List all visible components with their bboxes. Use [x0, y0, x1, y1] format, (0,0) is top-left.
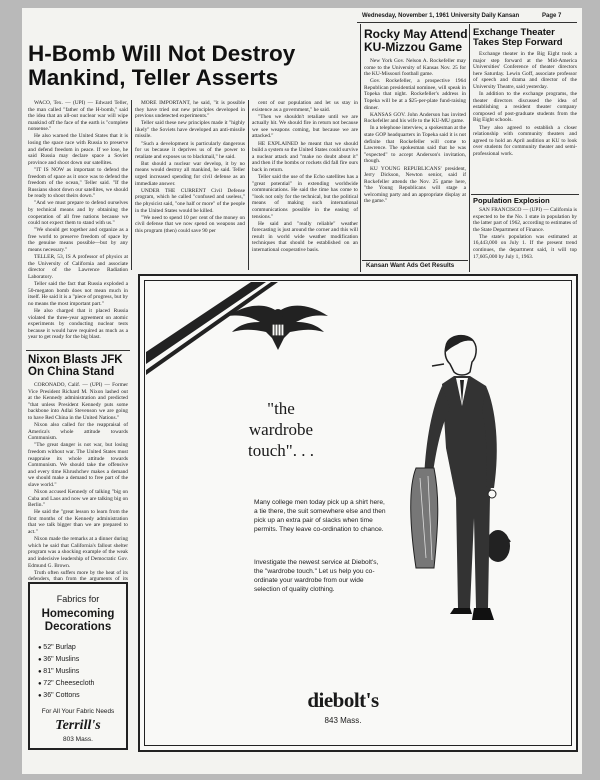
column-rule	[248, 100, 249, 270]
paragraph: Truth often suffers more by the heat of its defenders, than from the arguments of its	[28, 569, 128, 583]
bullet-icon: ●	[38, 681, 44, 687]
rocky-rule	[362, 260, 468, 261]
terrills-store-name: Terrill's	[55, 718, 101, 733]
column-rule	[469, 24, 470, 272]
rocky-body	[364, 58, 466, 258]
terrills-item	[38, 642, 126, 654]
paragraph: TELLER, 53, IS A professor of physics at the University of California and associate director of the Lawrence Radiation Laboratory.	[28, 254, 128, 280]
newspaper-page	[22, 8, 582, 774]
paragraph: He also charged that it placed Russia violated the three-year agreement on atomic experiments by conducting nuclear tests because it would have required as much as a year to get ready for the big blast.	[28, 307, 128, 341]
exchange-headline-line2: Takes Step Forward	[473, 36, 563, 48]
man-in-suit-illustration-icon	[386, 328, 526, 628]
terrills-title	[30, 608, 126, 634]
paragraph: The state's population was estimated at 16,443,000 on July 1. If the present trend continues, the department said, it will top 17,605,000 by July 1, 1963.	[473, 233, 577, 260]
terrills-item-width: 52"	[43, 644, 54, 651]
population-body	[473, 207, 577, 269]
paragraph: SAN FRANCISCO — (UPI) — California is expected to be the No. 1 state in population by the latter part of 1962, according to estimates of the State Department of Finance.	[473, 207, 577, 233]
diebolts-headline-line1: "the	[267, 399, 295, 418]
terrills-intro: Fabrics for	[56, 594, 100, 604]
diebolts-body-1: Many college men today pick up a shirt here, a tie there, the suit somewhere else and then pick up an extra pair of slacks when time permits. They leave co-ordination to chance.	[254, 499, 386, 533]
nixon-body	[28, 382, 128, 583]
paragraph: KANSAS GOV. John Anderson has invited Rockefeller and his wife to the KU-MU game.	[364, 111, 466, 125]
paragraph: Teller said the use of the Echo satellites has a "great potential" in extending worldwide communications. He said the time has come to "look not only for the technical, but the political means of making such international communications possible in the easing of tensions."	[252, 174, 358, 220]
terrills-title-line1: Homecoming	[41, 608, 115, 620]
paragraph: KU YOUNG REPUBLICANS' president, Jerry Dickson, Newton senior, said if Rockefeller attends the Nov. 25 game here, "the Young Republicans will stage a welcoming party and an appropriate display at the game."	[364, 165, 466, 205]
paragraph: They also agreed to establish a closer relationship with community theaters and agreed to hold an April audition at KU to look over students for community theater and semi-professional work.	[473, 124, 577, 157]
want-ads-footer: Kansan Want Ads Get Results	[366, 262, 455, 269]
diebolts-ad	[138, 274, 578, 752]
paragraph: HE EXPLAINED he meant that we should build a system so the United States could survive a nuclear attack and "make no doubt about it" and then if the bombs or rockets did fall fire ours back in return.	[252, 140, 359, 173]
paragraph: Nixon accused Kennedy of talking "big on Cuba and Laos and now we are talking big on Berlin."	[28, 489, 128, 509]
column-rule	[360, 24, 361, 272]
exchange-headline-line1: Exchange Theater	[473, 27, 555, 38]
paragraph: "IT IS NOW as important to defend the freedom of space as it once was to defend the freedom of the ocean," Teller said. "If the Russians shoot down our satellites, we should be ready to shoot theirs down."	[28, 166, 128, 200]
terrills-item	[38, 678, 126, 690]
terrills-item-fabric: Muslins	[55, 668, 80, 675]
paragraph: "The great danger is not war, but losing freedom without war. The United States must reappraise its whole attitude towards Communism. We should take the offensive and every time Khrushchev makes a demand we should make a demand to free part of the slave world."	[28, 442, 128, 488]
terrills-item-width: 72"	[43, 680, 54, 687]
nixon-headline	[28, 354, 132, 378]
bullet-icon: ●	[38, 669, 44, 675]
eagle-emblem-icon	[226, 298, 330, 352]
bullet-icon: ●	[38, 693, 44, 699]
exchange-body	[473, 51, 577, 191]
diebolts-headline	[206, 398, 356, 461]
population-headline: Population Explosion	[473, 196, 550, 205]
diebolts-headline-line2: wardrobe	[248, 420, 314, 439]
diebolts-logo: diebolt's	[307, 688, 379, 712]
terrills-ad	[28, 582, 128, 750]
lead-col-2	[135, 100, 245, 270]
nixon-headline-line2: On China Stand	[28, 366, 115, 379]
paragraph: He said the "great lesson to learn from the first months of the Kennedy administration that we talk bigger than we are prepared to act."	[28, 509, 128, 536]
nixon-headline-line1: Nixon Blasts JFK	[28, 354, 123, 366]
rocky-headline-line1: Rocky May Attend	[364, 27, 468, 41]
diebolts-address: 843 Mass.	[324, 716, 362, 725]
rocky-headline-line2: KU-Mizzou Game	[364, 39, 463, 54]
terrills-item-fabric: Muslins	[55, 656, 80, 663]
paragraph: "We should get together and organize as a free world to preserve freedom of space by the genuine means possible—but by any means necessary."	[28, 227, 128, 254]
lead-headline-line2: Mankind, Teller Asserts	[28, 64, 279, 90]
terrills-item-fabric: Cheesecloth	[55, 680, 95, 687]
paragraph: In addition to the exchange programs, the theater directors discussed the idea of establishing a resident theater company composed of post-graduate students from the Big Eight schools.	[473, 91, 577, 124]
paragraph: Teller said the fact that Russia exploded a 50-megaton bomb does not mean much in itself. He said it is a "piece of progress, but by no means the most important part."	[28, 281, 128, 307]
column-rule	[131, 100, 132, 270]
paragraph: "Such a development is particularly dangerous for us because it deprives us of the power to retaliate and exposes us to blackmail," he said.	[135, 140, 245, 160]
exchange-rule	[471, 194, 579, 195]
paragraph: New York Gov. Nelson A. Rockefeller may come to the University of Kansas Nov. 25 for the KU-Missouri football game.	[364, 58, 466, 78]
terrills-item-fabric: Burlap	[55, 644, 76, 651]
diebolts-body-2: Investigate the newest service at Diebolt's, the "wardrobe touch." Let us help you co-ordinate your wardrobe from our wide selection of quality clothing.	[254, 559, 379, 593]
terrills-item-width: 36"	[43, 692, 54, 699]
paragraph: "And we must prepare to defend ourselves by technical means and by obtaining the cooperation of all free nations because we could not expect them to stand with us."	[28, 200, 128, 227]
paragraph: cent of our population and let us stay in existence as a government," he said.	[252, 100, 358, 113]
terrills-item-fabric: Cottons	[55, 692, 80, 699]
lead-headline-line1: H-Bomb Will Not Destroy	[28, 41, 296, 66]
paragraph: He also warned the United States that it is losing the space race with Russia to preserve and defend freedom in peace. If we lose, he said Russia may declare space a Soviet province and shoot down our satellites.	[28, 133, 128, 166]
nixon-rule	[26, 350, 130, 351]
paragraph: Nixon made the remarks at a dinner during which he said that California's fallout shelter program was a shocking example of the weak and indecisive leadership of Democratic Gov. Edmund G. Brown.	[28, 536, 128, 569]
paragraph: MORE IMPORTANT, he said, "it is possible they have tried out new principles developed in previous undetected experiments."	[135, 100, 245, 120]
paragraph: CORONADO, Calif. — (UPI) — Former Vice President Richard M. Nixon lashed out at the Kennedy administration and predicted "that unless President Kennedy puts some backbone into Adlai Stevenson we are going to have Red China in the United Nations."	[28, 382, 128, 421]
paragraph: Teller said these new principles made it "highly likely" the Soviets have developed an anti-missile missile.	[135, 120, 245, 140]
paragraph: Gov. Rockefeller, a prospective 1964 Republican presidential nominee, will speak in Topeka that night. Rockefeller's address in Topeka will be at a $25-per-plate fund-raising dinner.	[364, 78, 466, 111]
paragraph: In a telephone interview, a spokesman at the state GOP headquarters in Topeka said it is not definite that Rockefeller will come to Lawrence. The spokesman said that he was "expected" to accept Anderson's invitation, though.	[364, 125, 466, 165]
masthead-date: Wednesday, November 1, 1961 University Daily Kansan	[362, 13, 520, 19]
terrills-address: 803 Mass.	[63, 736, 93, 743]
lead-col-1	[28, 100, 128, 348]
rocky-headline	[364, 28, 468, 53]
paragraph: Exchange theater in the Big Eight took a major step forward at the Mid-America Universities' Conference of theater directors here Saturday. Lewin Goff, associate professor of speech and drama and director of the University Theatre, said yesterday.	[473, 51, 577, 90]
paragraph: But should a nuclear war develop, it by no means would destroy all mankind, he said. Teller urged increased spending for civil defense as an immediate answer.	[135, 160, 245, 187]
terrills-title-line2: Decorations	[44, 621, 112, 633]
paragraph: WACO, Tex. — (UPI) — Edward Teller, the man called "father of the H-bomb," said the idea that an all-out nuclear war will wipe mankind off the face of the earth is "complete nonsense."	[28, 100, 128, 133]
terrills-item	[38, 654, 126, 666]
paragraph: Nixon also called for the reappraisal of America's whole attitude towards Communism.	[28, 422, 128, 442]
terrills-tagline: For All Your Fabric Needs	[41, 708, 115, 715]
lead-headline	[28, 42, 358, 89]
terrills-item	[38, 666, 126, 678]
terrills-item	[38, 690, 126, 702]
paragraph: "We need to spend 10 per cent of the money on civil defense that we now spend on weapons and this program (then) could save 90 per	[135, 214, 245, 234]
paragraph: "Then we shouldn't retaliate until we are actually hit. We should fire in return not because we see weapons coming, but because we are attacked."	[252, 113, 358, 140]
lead-col-3	[252, 100, 358, 270]
terrills-item-list	[38, 642, 126, 702]
masthead-page: Page 7	[542, 13, 562, 19]
masthead-rule	[357, 22, 577, 23]
diebolts-headline-line3: touch". . .	[248, 441, 314, 460]
exchange-headline	[473, 28, 579, 48]
paragraph: He said and "really reliable" weather forecasting is just around the corner and this will result in world wide weather modification techniques that should be established on an international cooperative basis.	[252, 220, 358, 254]
bullet-icon: ●	[38, 645, 44, 651]
terrills-item-width: 81"	[43, 668, 54, 675]
bullet-icon: ●	[38, 657, 44, 663]
terrills-item-width: 36"	[43, 656, 54, 663]
paragraph: UNDER THE CURRENT Civil Defense program, which he called "confused and useless," the physicist said, "one half or more" of the people in the United States would be killed.	[135, 187, 245, 214]
